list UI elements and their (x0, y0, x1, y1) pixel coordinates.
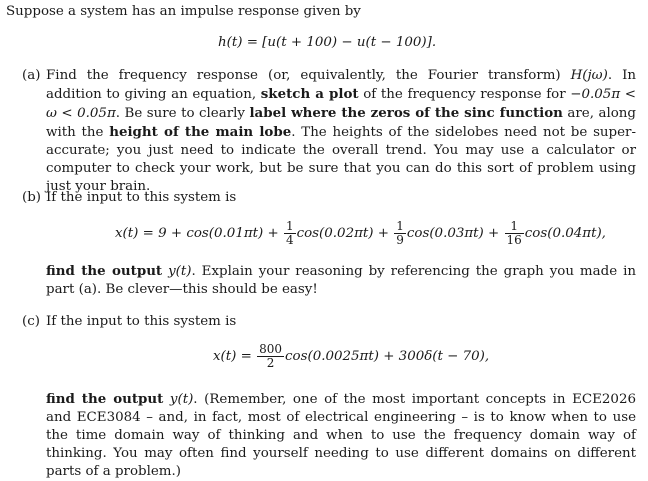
part-c-intro: If the input to this system is (46, 314, 237, 329)
sketch-plot-emphasis: sketch a plot (260, 86, 359, 102)
fraction-sixteenth: $\frac{1}{16}$ (506, 219, 522, 247)
input-equation-c: x(t) = $\frac{800}{2}$ cos(0.0025πt) + 300δ(t − 70), (213, 342, 490, 370)
part-b-intro: If the input to this system is (46, 190, 237, 205)
input-equation-b: x(t) = 9 + cos(0.01πt) + $\frac{1}{4}$ cos(0.02πt) + $\frac{1}{9}$ cos(0.03πt) + $\frac{1}{16}$ cos(0.04πt), (115, 219, 606, 247)
intro-text: Suppose a system has an impulse response given by (6, 4, 361, 19)
part-c-label: (c) (22, 314, 40, 329)
part-a-label: (a) (22, 68, 41, 83)
fraction-ninth: $\frac{1}{9}$ (396, 219, 404, 247)
find-output-emphasis-c: find the output (46, 391, 164, 407)
part-b-label: (b) (22, 190, 42, 205)
part-a (22, 67, 636, 196)
part-c (22, 313, 636, 331)
fraction-800-over-2: $\frac{800}{2}$ (259, 342, 283, 370)
part-b (22, 189, 636, 207)
part-c-question: find the output y(t). (Remember, one of the most important concepts in ECE2026 and ECE3084 – and, in fact, most of electrical engineering – is to know when to use the time domain way of thinking and when to use the frequency domain way of thinking. You may often find yourself needing to use different domains on different parts of a problem.) (46, 391, 636, 479)
fraction-quarter: $\frac{1}{4}$ (285, 219, 294, 247)
main-lobe-emphasis: height of the main lobe (109, 124, 292, 140)
part-b-question: find the output y(t). Explain your reasoning by referencing the graph you made in part (a). Be clever—this should be easy! (46, 263, 636, 297)
find-output-emphasis-b: find the output (46, 263, 163, 279)
label-zeros-emphasis: label where the zeros of the sinc function (249, 105, 563, 121)
impulse-response-equation: h(t) = [u(t + 100) − u(t − 100)]. (218, 35, 437, 50)
part-a-text: Find the frequency response (or, equivalently, the Fourier transform) H(jω). In addition to giving an equation, sketch a plot of the frequency response for −0.05π < ω < 0.05π. Be sure to clearly label where the zeros of the sinc function are, along with the height of the main lobe. The heights of the sidelobes need not be super-accurate; you just need to indicate the overall trend. You may use a calculator or computer to check your work, but be sure that you can do this sort of problem using just your brain. (46, 68, 637, 194)
